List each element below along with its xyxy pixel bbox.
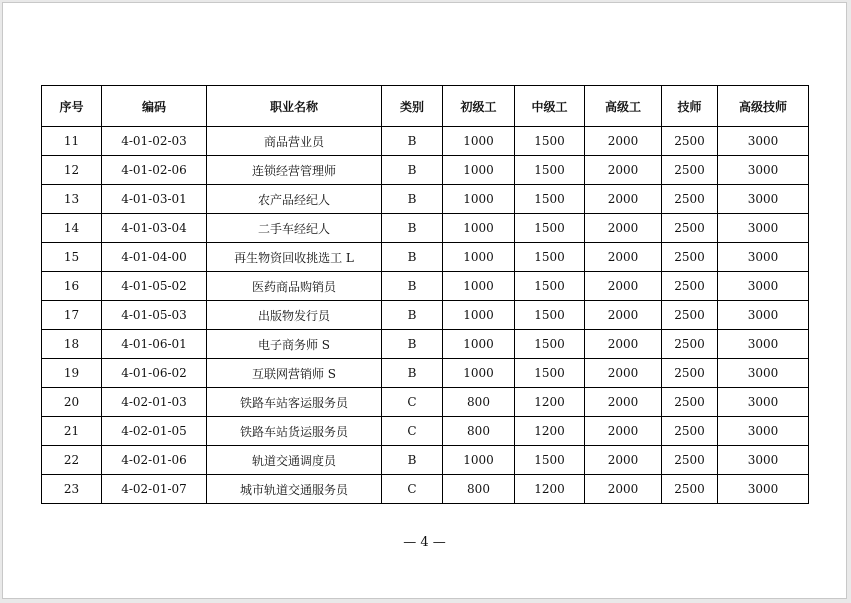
cell-senior-worker: 2000 [585, 330, 662, 359]
cell-code: 4-01-03-01 [102, 185, 207, 214]
header-code: 编码 [102, 86, 207, 127]
cell-category: B [382, 185, 443, 214]
cell-senior-worker: 2000 [585, 446, 662, 475]
cell-senior-worker: 2000 [585, 214, 662, 243]
header-junior-worker: 初级工 [443, 86, 515, 127]
cell-senior-technician: 3000 [718, 156, 809, 185]
cell-category: B [382, 156, 443, 185]
cell-technician: 2500 [662, 417, 718, 446]
cell-occupation-name: 医药商品购销员 [207, 272, 382, 301]
cell-senior-technician: 3000 [718, 446, 809, 475]
cell-category: C [382, 475, 443, 504]
cell-senior-technician: 3000 [718, 301, 809, 330]
cell-senior-worker: 2000 [585, 156, 662, 185]
cell-senior-technician: 3000 [718, 272, 809, 301]
cell-senior-worker: 2000 [585, 272, 662, 301]
cell-senior-worker: 2000 [585, 243, 662, 272]
cell-category: B [382, 127, 443, 156]
cell-junior-worker: 800 [443, 417, 515, 446]
cell-senior-worker: 2000 [585, 359, 662, 388]
cell-code: 4-02-01-05 [102, 417, 207, 446]
cell-occupation-name: 再生物资回收挑选工 L [207, 243, 382, 272]
cell-code: 4-01-06-01 [102, 330, 207, 359]
cell-technician: 2500 [662, 359, 718, 388]
cell-intermediate-worker: 1500 [515, 243, 585, 272]
cell-senior-technician: 3000 [718, 243, 809, 272]
cell-category: B [382, 272, 443, 301]
cell-index: 20 [42, 388, 102, 417]
cell-junior-worker: 1000 [443, 272, 515, 301]
cell-junior-worker: 800 [443, 388, 515, 417]
cell-category: B [382, 359, 443, 388]
cell-senior-technician: 3000 [718, 330, 809, 359]
cell-category: C [382, 388, 443, 417]
cell-index: 15 [42, 243, 102, 272]
cell-junior-worker: 1000 [443, 359, 515, 388]
cell-intermediate-worker: 1500 [515, 185, 585, 214]
cell-junior-worker: 1000 [443, 301, 515, 330]
cell-index: 23 [42, 475, 102, 504]
cell-senior-technician: 3000 [718, 388, 809, 417]
table-row [42, 185, 809, 214]
cell-code: 4-02-01-06 [102, 446, 207, 475]
cell-technician: 2500 [662, 185, 718, 214]
cell-technician: 2500 [662, 243, 718, 272]
cell-senior-technician: 3000 [718, 185, 809, 214]
cell-code: 4-01-02-06 [102, 156, 207, 185]
cell-intermediate-worker: 1500 [515, 359, 585, 388]
table-row [42, 214, 809, 243]
cell-junior-worker: 1000 [443, 446, 515, 475]
cell-code: 4-01-04-00 [102, 243, 207, 272]
cell-index: 13 [42, 185, 102, 214]
cell-occupation-name: 二手车经纪人 [207, 214, 382, 243]
cell-code: 4-01-05-03 [102, 301, 207, 330]
table-row [42, 330, 809, 359]
cell-junior-worker: 1000 [443, 214, 515, 243]
table-row [42, 359, 809, 388]
cell-junior-worker: 800 [443, 475, 515, 504]
table-row [42, 156, 809, 185]
cell-intermediate-worker: 1200 [515, 475, 585, 504]
cell-category: B [382, 330, 443, 359]
cell-occupation-name: 轨道交通调度员 [207, 446, 382, 475]
cell-senior-worker: 2000 [585, 417, 662, 446]
cell-code: 4-01-05-02 [102, 272, 207, 301]
table-row [42, 446, 809, 475]
cell-senior-technician: 3000 [718, 214, 809, 243]
cell-senior-worker: 2000 [585, 475, 662, 504]
cell-senior-worker: 2000 [585, 127, 662, 156]
table-row [42, 127, 809, 156]
cell-occupation-name: 农产品经纪人 [207, 185, 382, 214]
cell-senior-technician: 3000 [718, 359, 809, 388]
cell-occupation-name: 铁路车站货运服务员 [207, 417, 382, 446]
cell-intermediate-worker: 1500 [515, 301, 585, 330]
occupation-subsidy-table [41, 85, 809, 504]
cell-intermediate-worker: 1200 [515, 388, 585, 417]
cell-intermediate-worker: 1200 [515, 417, 585, 446]
cell-junior-worker: 1000 [443, 243, 515, 272]
cell-index: 11 [42, 127, 102, 156]
table-body [42, 127, 809, 504]
cell-senior-worker: 2000 [585, 388, 662, 417]
cell-category: C [382, 417, 443, 446]
cell-senior-technician: 3000 [718, 475, 809, 504]
cell-code: 4-02-01-07 [102, 475, 207, 504]
cell-occupation-name: 连锁经营管理师 [207, 156, 382, 185]
cell-index: 19 [42, 359, 102, 388]
cell-occupation-name: 互联网营销师 S [207, 359, 382, 388]
cell-index: 22 [42, 446, 102, 475]
table-row [42, 388, 809, 417]
page-number: — 4 — [403, 535, 446, 550]
table-row [42, 243, 809, 272]
cell-index: 18 [42, 330, 102, 359]
header-senior-technician: 高级技师 [718, 86, 809, 127]
cell-occupation-name: 铁路车站客运服务员 [207, 388, 382, 417]
cell-technician: 2500 [662, 388, 718, 417]
cell-intermediate-worker: 1500 [515, 446, 585, 475]
table-row [42, 417, 809, 446]
cell-senior-worker: 2000 [585, 301, 662, 330]
cell-technician: 2500 [662, 475, 718, 504]
cell-intermediate-worker: 1500 [515, 127, 585, 156]
cell-occupation-name: 出版物发行员 [207, 301, 382, 330]
cell-junior-worker: 1000 [443, 330, 515, 359]
cell-intermediate-worker: 1500 [515, 330, 585, 359]
cell-junior-worker: 1000 [443, 156, 515, 185]
header-index: 序号 [42, 86, 102, 127]
cell-junior-worker: 1000 [443, 185, 515, 214]
header-intermediate-worker: 中级工 [515, 86, 585, 127]
cell-technician: 2500 [662, 127, 718, 156]
header-occupation-name: 职业名称 [207, 86, 382, 127]
cell-senior-technician: 3000 [718, 127, 809, 156]
cell-technician: 2500 [662, 446, 718, 475]
cell-occupation-name: 城市轨道交通服务员 [207, 475, 382, 504]
cell-technician: 2500 [662, 330, 718, 359]
cell-index: 12 [42, 156, 102, 185]
cell-technician: 2500 [662, 214, 718, 243]
cell-intermediate-worker: 1500 [515, 156, 585, 185]
cell-code: 4-01-02-03 [102, 127, 207, 156]
cell-index: 21 [42, 417, 102, 446]
cell-technician: 2500 [662, 156, 718, 185]
cell-code: 4-01-06-02 [102, 359, 207, 388]
cell-senior-worker: 2000 [585, 185, 662, 214]
cell-technician: 2500 [662, 301, 718, 330]
cell-occupation-name: 商品营业员 [207, 127, 382, 156]
header-senior-worker: 高级工 [585, 86, 662, 127]
header-category: 类别 [382, 86, 443, 127]
table-row [42, 475, 809, 504]
cell-category: B [382, 243, 443, 272]
cell-code: 4-01-03-04 [102, 214, 207, 243]
header-technician: 技师 [662, 86, 718, 127]
cell-junior-worker: 1000 [443, 127, 515, 156]
cell-code: 4-02-01-03 [102, 388, 207, 417]
table-row [42, 301, 809, 330]
document-page [2, 2, 847, 599]
table-header-row [42, 86, 809, 127]
cell-category: B [382, 446, 443, 475]
cell-category: B [382, 301, 443, 330]
cell-index: 16 [42, 272, 102, 301]
cell-senior-technician: 3000 [718, 417, 809, 446]
cell-category: B [382, 214, 443, 243]
cell-index: 14 [42, 214, 102, 243]
cell-occupation-name: 电子商务师 S [207, 330, 382, 359]
table-row [42, 272, 809, 301]
cell-intermediate-worker: 1500 [515, 272, 585, 301]
cell-intermediate-worker: 1500 [515, 214, 585, 243]
cell-index: 17 [42, 301, 102, 330]
cell-technician: 2500 [662, 272, 718, 301]
